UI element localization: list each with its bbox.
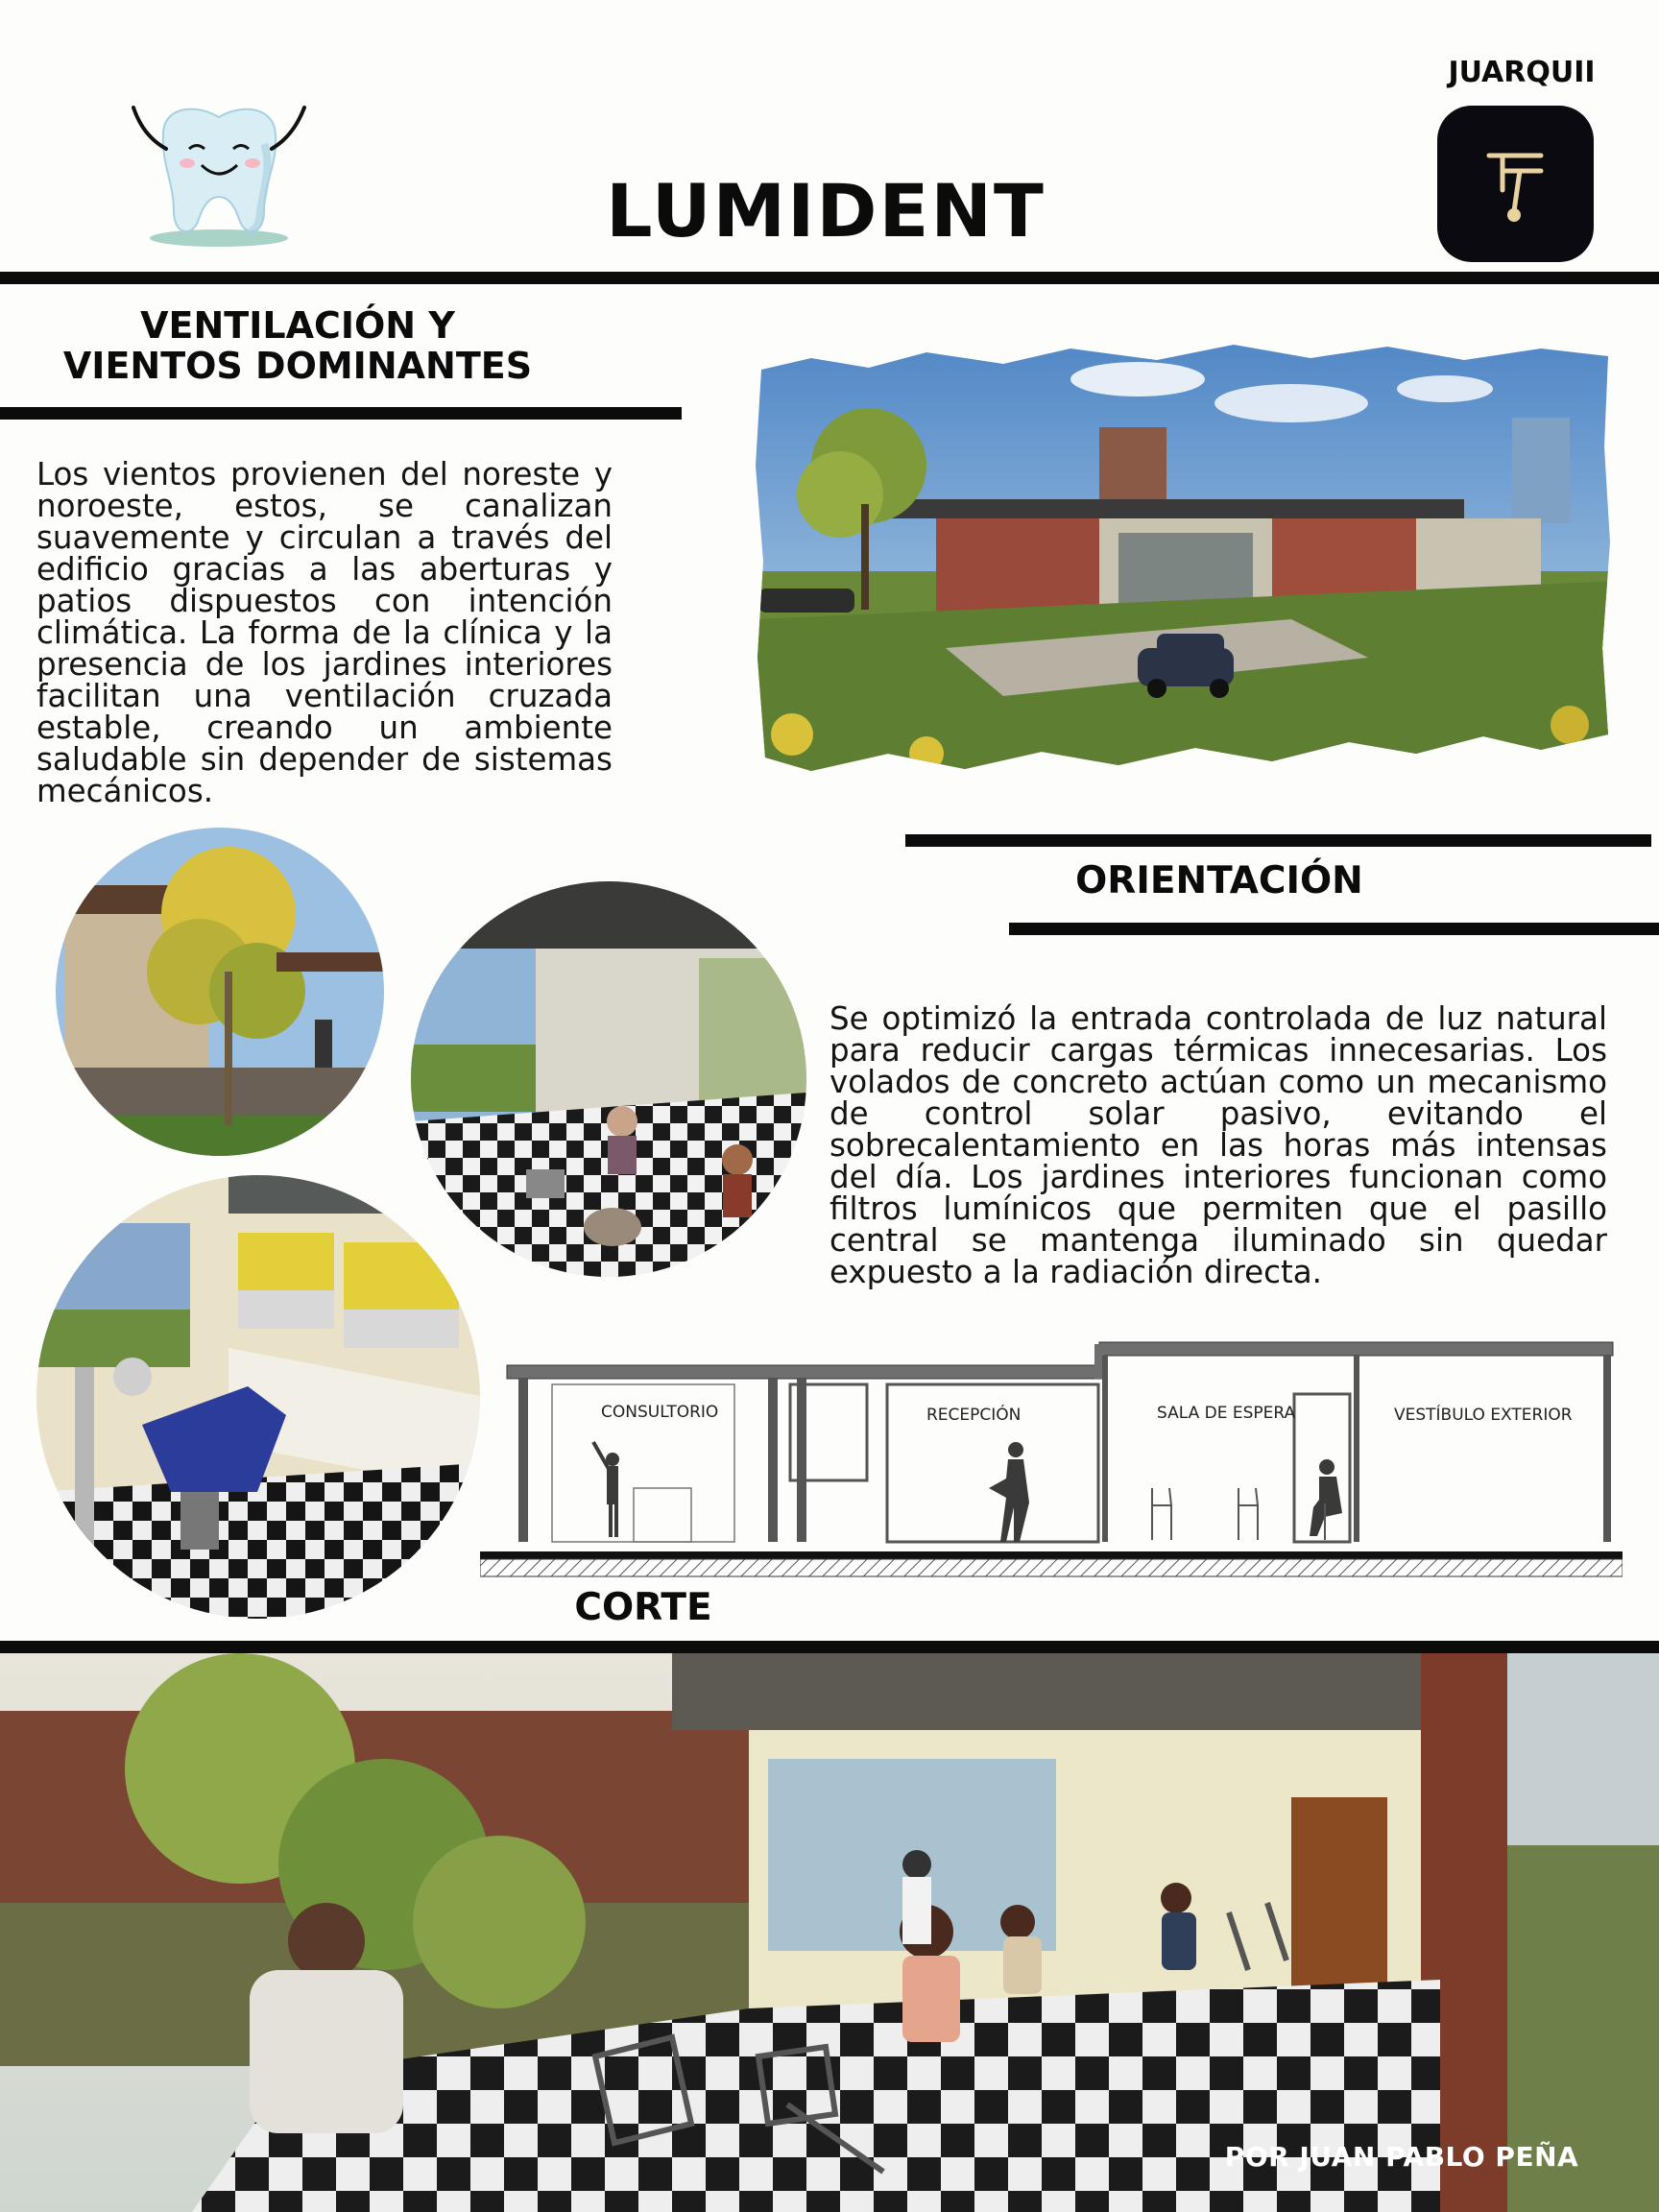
juarquii-logo-icon	[1437, 106, 1594, 262]
ventilacion-text: Los vientos provienen del noreste y noroeste, estos, se canalizan suavemente y circulan a través del edificio gracias a las aberturas y patios dispuestos con intención climática. La forma de la clínica y la presencia de los jardines interiores facilitan una ventilación cruzada estable, creando un ambiente saludable sin depender de sistemas mecánicos.	[36, 456, 613, 809]
section-title-ventilacion	[19, 305, 576, 386]
waiting-room-render-image	[411, 881, 806, 1277]
section-rule	[1009, 923, 1659, 935]
header-divider	[0, 272, 1659, 284]
section-title-orientacion: ORIENTACIÓN	[1075, 859, 1363, 902]
section-title-corte: CORTE	[574, 1586, 712, 1629]
interior-corridor-render-image	[0, 1653, 1659, 2212]
brand-name: JUARQUII	[1448, 56, 1596, 89]
footer-divider	[0, 1641, 1659, 1653]
orientacion-text: Se optimizó la entrada controlada de luz natural para reducir cargas térmicas innecesarias. Los volados de concreto actúan como un mecanismo de control solar pasivo, evitando el sobrecalentamiento en las horas más intensas del día. Los jardines interiores funcionan como filtros lumínicos que permiten que el pasillo central se mantenga iluminado sin quedar expuesto a la radiación directa.	[830, 1000, 1607, 1290]
corte-room-label: CONSULTORIO	[601, 1403, 719, 1422]
page-title: LUMIDENT	[606, 168, 1046, 253]
section-rule	[905, 834, 1651, 847]
corte-room-label: RECEPCIÓN	[926, 1406, 1022, 1425]
section-title-line: VENTILACIÓN Y	[140, 304, 455, 347]
corte-section-drawing	[480, 1334, 1623, 1584]
corte-room-label: VESTÍBULO EXTERIOR	[1394, 1406, 1573, 1425]
corte-room-label: SALA DE ESPERA	[1157, 1404, 1296, 1423]
section-title-line: VIENTOS DOMINANTES	[62, 345, 533, 387]
author-credit: POR JUAN PABLO PEÑA	[1224, 2141, 1579, 2173]
patio-render-image	[56, 828, 384, 1156]
section-rule	[0, 407, 682, 420]
exterior-render-image	[754, 331, 1618, 782]
tooth-mascot-icon	[120, 96, 317, 250]
consultorio-render-image	[36, 1175, 480, 1619]
